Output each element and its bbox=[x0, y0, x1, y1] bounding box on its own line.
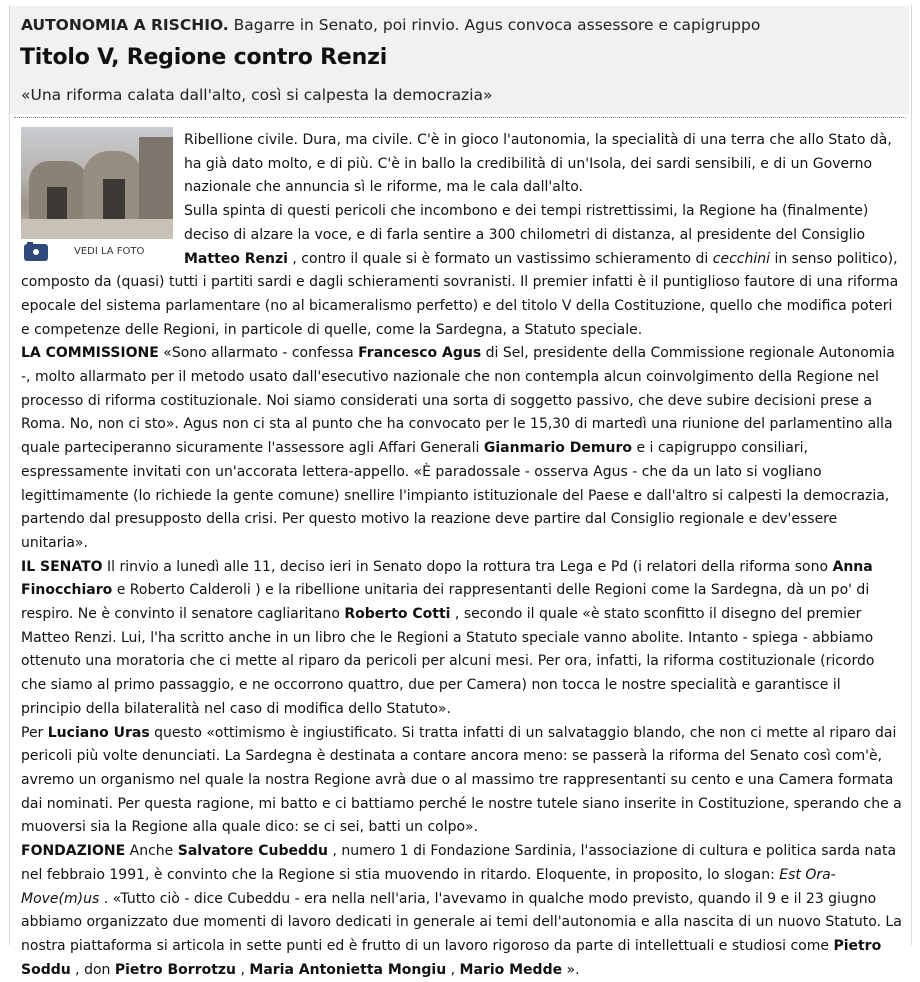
italic-text-run: cecchini bbox=[712, 250, 770, 267]
text-run: Il rinvio a lunedì alle 11, deciso ieri in Senato dopo la rottura tra Lega e Pd (i relatori della riforma sono bbox=[102, 558, 833, 575]
text-run: . «Tutto ciò - dice Cubeddu - era nella nell'aria, l'avevamo in qualche modo previsto, quando il 9 e il 23 giugno abbiamo organizzato due momenti di lavoro dedicati in generale ai temi dell'autonomia e alla nascita di un nuovo Statuto. La nostra piattaforma si articola in sette punti ed è frutto di un lavoro rigoroso da parte di intellettuali e studiosi come bbox=[21, 890, 902, 954]
paragraph-fondazione bbox=[21, 840, 903, 982]
bold-text-run: FONDAZIONE bbox=[21, 843, 126, 860]
text-run: , bbox=[236, 961, 250, 978]
text-run: , don bbox=[70, 961, 115, 978]
article-headline: Titolo V, Regione contro Renzi bbox=[20, 45, 388, 70]
bold-text-run: IL SENATO bbox=[21, 558, 103, 575]
bold-text-run: Pietro Soddu bbox=[21, 937, 882, 978]
photo-spacer bbox=[21, 129, 184, 267]
see-photo-link[interactable]: VEDI LA FOTO bbox=[74, 246, 145, 257]
bold-text-run: Anna Finocchiaro bbox=[21, 558, 873, 599]
paragraph-senato bbox=[21, 556, 903, 722]
kicker-label: AUTONOMIA A RISCHIO. bbox=[21, 16, 229, 34]
text-run: Sulla spinta di questi pericoli che incombono e dei tempi ristrettissimi, la Regione ha (finalmente) deciso di alzare la voce, e di farla sentire a 300 chilometri di distanza, al presidente del Consiglio bbox=[184, 203, 869, 243]
text-run: , bbox=[446, 961, 460, 978]
bold-text-run: Luciano Uras bbox=[47, 724, 150, 741]
bold-text-run: Francesco Agus bbox=[358, 345, 482, 362]
text-run: e Roberto Calderoli ) e la ribellione unitaria dei rappresentanti delle Regioni come la Sardegna, dà un po' di respiro. Ne è convinto il senatore cagliaritano bbox=[21, 582, 870, 623]
text-run: questo «ottimismo è ingiustificato. Si tratta infatti di un salvataggio blando, che non ci mette al riparo dai pericoli più volte denunciati. La Sardegna è destinata a contare ancora meno: se passerà la riforma del Senato così com'è, avremo un organismo nel quale la nostra Regione avrà due o al massimo tre rappresentanti su cento e una Camera formata dai nominati. Per questa ragione, mi batto e ci battiamo perché le nostre tutele siano inserite in Costituzione, sperando che a muoversi sia la Regione alla quale dico: se ci sei, batti un colpo». bbox=[21, 724, 902, 836]
paragraph-commissione bbox=[21, 342, 903, 555]
text-run: di Sel, presidente della Commissione regionale Autonomia -, molto allarmato per il metodo usato dall'esecutivo nazionale che non contempla alcun coinvolgimento della Regione nel processo di riforma costituzionale. Noi siamo considerati una sorta di soggetto passivo, che deve subire decisioni prese a Roma. No, non ci sto». Agus non ci sta al punto che ha convocato per le 15,30 di martedì una riunione del parlamentino alla quale parteciperanno sicuramente l'assessore agli Affari Generali bbox=[21, 345, 895, 457]
paragraph-uras bbox=[21, 722, 903, 841]
text-run: , contro il quale si è formato un vastissimo schieramento di bbox=[287, 250, 713, 267]
text-run: , numero 1 di Fondazione Sardinia, l'associazione di cultura e politica sarda nata nel febbraio 1991, è convinto che la Regione si stia muovendo in ritardo. Eloquente, in proposito, lo slogan: bbox=[21, 843, 897, 883]
article-subtitle: «Una riforma calata dall'alto, così si calpesta la democrazia» bbox=[21, 86, 493, 104]
text-run: , secondo il quale «è stato sconfitto il disegno del premier Matteo Renzi. Lui, l'ha scritto anche in un libro che le Regioni a Statuto speciale vanno abolite. Intanto - spiega - abbiamo ottenuto una moratoria che ci mette al riparo da pericoli per alcuni mesi. Per ora, infatti, la riforma costituzionale (ricordo che siamo al primo passaggio, e ne occorrono quattro, due per Camera) non tocca le nostre specialità e garantisce il principio della bilateralità nel caso di modifica dello Statuto». bbox=[21, 606, 875, 717]
bold-text-run: Matteo Renzi bbox=[184, 250, 288, 267]
bold-text-run: Maria Antonietta Mongiu bbox=[249, 961, 447, 978]
text-run: Per bbox=[21, 724, 48, 741]
article-body bbox=[21, 129, 903, 982]
text-run: in senso politico), composto da (quasi) tutti i partiti sardi e dagli schieramenti sovranisti. Il premier infatti è il puntiglioso fautore di una riforma epocale del sistema parlamentare (no al bicameralismo perfetto) e del titolo V della Costituzione, quello che modifica poteri e competenze delle Regioni, in particole di quelle, come la Sardegna, a Statuto speciale. bbox=[21, 250, 899, 338]
text-run: ». bbox=[562, 961, 580, 978]
header-divider bbox=[14, 117, 906, 118]
text-run: e i capigruppo consiliari, espressamente invitati con un'accorata lettera-appello. «È paradossale - osserva Agus - che da un lato si vogliano legittimamente (lo richiede la gente comune) snellire l'impianto istituzionale del Paese e dall'altro si calpesti la democrazia, partendo dal presupposto della crisi. Per questo motivo la reazione deve partire dal Consiglio regionale e dev'essere unitaria». bbox=[21, 440, 890, 551]
bold-text-run: Roberto Cotti bbox=[344, 606, 451, 623]
bold-text-run: Gianmario Demuro bbox=[483, 440, 632, 457]
paragraph-intro: Ribellione civile. Dura, ma civile. C'è in gioco l'autonomia, la specialità di una terra che allo Stato dà, ha già dato molto, e di più. C'è in ballo la credibilità di un'Isola, dei sardi sensibili, e di un Governo nazionale che annuncia sì le riforme, ma le cala dall'alto. bbox=[184, 132, 892, 196]
text-run: Anche bbox=[125, 843, 178, 860]
bold-text-run: Salvatore Cubeddu bbox=[177, 843, 328, 860]
text-run: «Sono allarmato - confessa bbox=[158, 345, 359, 362]
article-kicker bbox=[21, 16, 760, 34]
bold-text-run: Pietro Borrotzu bbox=[114, 961, 237, 978]
bold-text-run: Mario Medde bbox=[459, 961, 563, 978]
kicker-text: Bagarre in Senato, poi rinvio. Agus convoca assessore e capigruppo bbox=[233, 16, 761, 34]
italic-text-run: Est Ora-Move(m)us bbox=[21, 866, 836, 907]
bold-text-run: LA COMMISSIONE bbox=[21, 345, 159, 362]
